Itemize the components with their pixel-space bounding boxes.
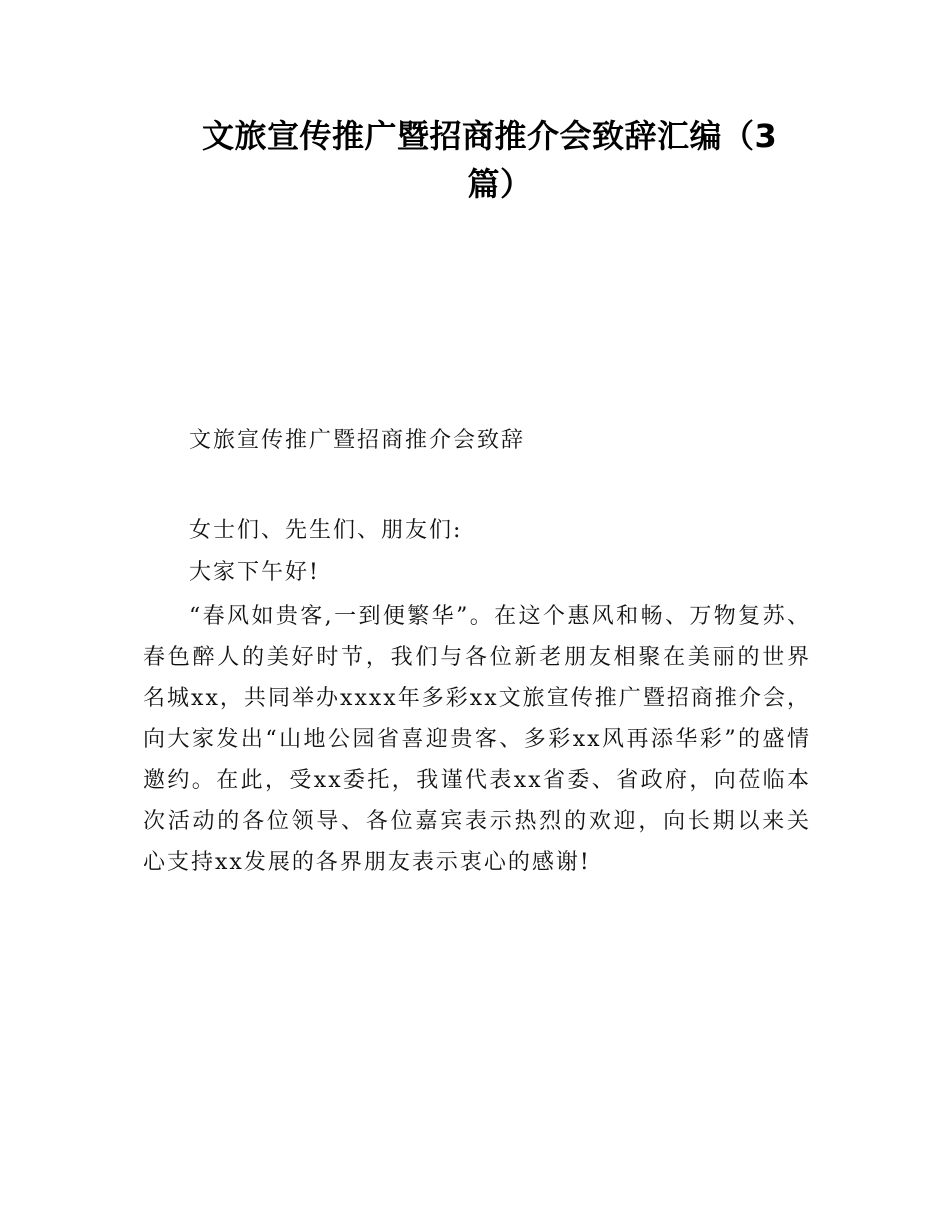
document-title-line-2: 篇） — [467, 165, 533, 203]
section-heading: 文旅宣传推广暨招商推介会致辞 — [189, 428, 526, 453]
document-title — [190, 112, 810, 208]
salutation-line: 女士们、先生们、朋友们: — [189, 518, 463, 543]
greeting-line: 大家下午好! — [189, 560, 320, 585]
document-title-line-1: 文旅宣传推广暨招商推介会致辞汇编（3 — [202, 117, 778, 155]
body-paragraph: “春风如贵客,一到便繁华”。在这个惠风和畅、万物复苏、春色醉人的美好时节，我们与各位新老朋友相聚在美丽的世界名城xx，共同举办xxxx年多彩xx文旅宣传推广暨招商推介会，向大家发出“山地公园省喜迎贵客、多彩xx风再添华彩”的盛情邀约。在此，受xx委托，我谨代表xx省委、省政府，向莅临本次活动的各位领导、各位嘉宾表示热烈的欢迎，向长期以来关心支持xx发展的各界朋友表示衷心的感谢! — [143, 604, 811, 875]
